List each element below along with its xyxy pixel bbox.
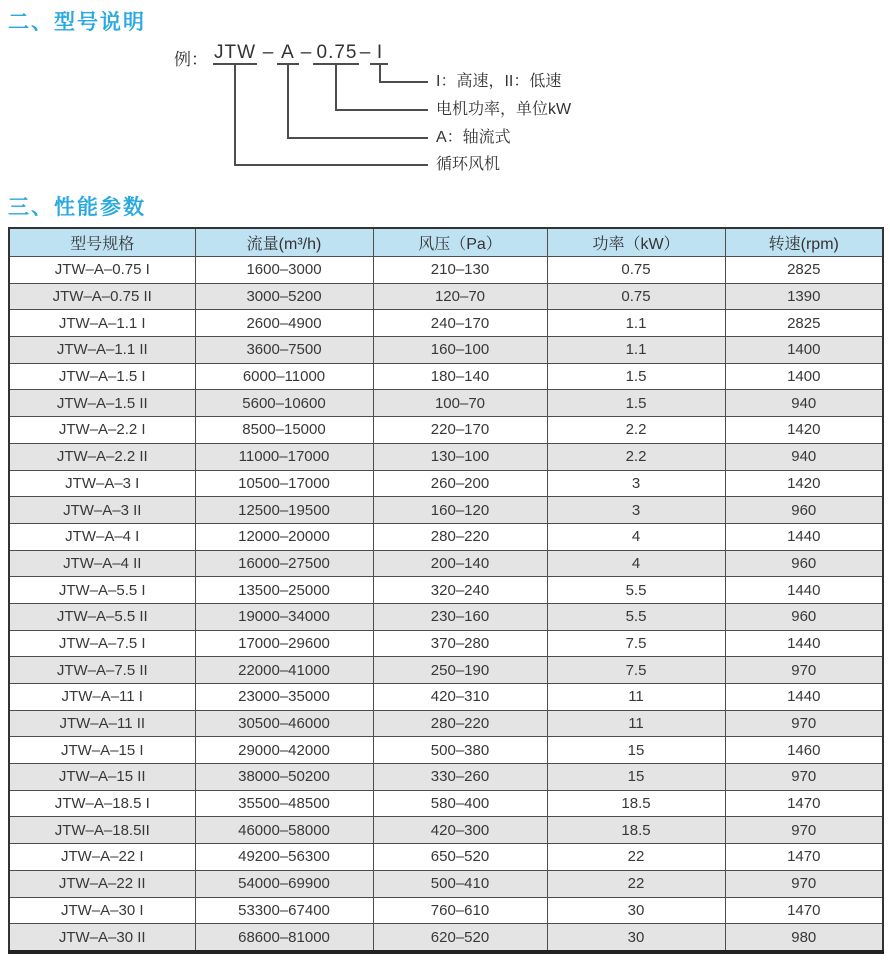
table-cell: 1440 — [725, 577, 883, 604]
table-cell: 23000–35000 — [195, 684, 373, 711]
table-cell: 760–610 — [373, 897, 547, 924]
table-row — [9, 897, 883, 924]
table-cell: 15 — [547, 764, 725, 791]
table-cell: 500–410 — [373, 870, 547, 897]
table-cell: 19000–34000 — [195, 603, 373, 630]
table-cell: 970 — [725, 764, 883, 791]
table-cell: 18.5 — [547, 817, 725, 844]
table-row — [9, 310, 883, 337]
column-header: 流量(m³/h) — [195, 228, 373, 257]
table-cell: 250–190 — [373, 657, 547, 684]
table-cell: 940 — [725, 443, 883, 470]
table-row — [9, 737, 883, 764]
table-cell: 580–400 — [373, 790, 547, 817]
table-cell: 5.5 — [547, 603, 725, 630]
table-cell: JTW–A–15 II — [9, 764, 195, 791]
table-cell: 0.75 — [547, 257, 725, 284]
table-cell: 960 — [725, 497, 883, 524]
table-cell: 280–220 — [373, 523, 547, 550]
table-cell: 30 — [547, 897, 725, 924]
code-segment-type: A — [281, 42, 295, 63]
table-cell: JTW–A–1.5 I — [9, 363, 195, 390]
table-row — [9, 630, 883, 657]
callout-line-series — [234, 63, 236, 166]
table-cell: 1420 — [725, 470, 883, 497]
table-cell: 620–520 — [373, 924, 547, 952]
table-cell: 8500–15000 — [195, 417, 373, 444]
table-cell: 22 — [547, 844, 725, 871]
table-cell: 980 — [725, 924, 883, 952]
table-cell: JTW–A–4 II — [9, 550, 195, 577]
table-cell: 1440 — [725, 630, 883, 657]
table-cell: 29000–42000 — [195, 737, 373, 764]
table-cell: 180–140 — [373, 363, 547, 390]
table-cell: 30 — [547, 924, 725, 952]
table-cell: JTW–A–0.75 II — [9, 283, 195, 310]
table-cell: 970 — [725, 710, 883, 737]
table-cell: JTW–A–18.5II — [9, 817, 195, 844]
table-cell: 100–70 — [373, 390, 547, 417]
table-cell: 18.5 — [547, 790, 725, 817]
table-row — [9, 550, 883, 577]
table-row — [9, 443, 883, 470]
table-cell: 1460 — [725, 737, 883, 764]
table-cell: 330–260 — [373, 764, 547, 791]
table-cell: 160–120 — [373, 497, 547, 524]
code-separator: – — [262, 42, 274, 63]
table-cell: JTW–A–22 II — [9, 870, 195, 897]
callout-line-type — [287, 63, 289, 139]
table-cell: 53300–67400 — [195, 897, 373, 924]
section-title-model: 二、型号说明 — [8, 11, 146, 34]
table-cell: 38000–50200 — [195, 764, 373, 791]
table-row — [9, 363, 883, 390]
table-cell: 4 — [547, 523, 725, 550]
table-cell: JTW–A–30 I — [9, 897, 195, 924]
table-cell: JTW–A–0.75 I — [9, 257, 195, 284]
table-cell: 1.1 — [547, 337, 725, 364]
table-cell: 1440 — [725, 523, 883, 550]
code-separator: – — [359, 42, 371, 63]
table-cell: 12000–20000 — [195, 523, 373, 550]
table-cell: 420–300 — [373, 817, 547, 844]
table-cell: 22000–41000 — [195, 657, 373, 684]
table-cell: JTW–A–22 I — [9, 844, 195, 871]
table-cell: JTW–A–5.5 I — [9, 577, 195, 604]
table-cell: 1440 — [725, 684, 883, 711]
table-cell: 54000–69900 — [195, 870, 373, 897]
table-cell: 11 — [547, 684, 725, 711]
table-cell: 4 — [547, 550, 725, 577]
table-cell: 1470 — [725, 897, 883, 924]
table-cell: 12500–19500 — [195, 497, 373, 524]
table-cell: 970 — [725, 657, 883, 684]
callout-line-speed — [379, 63, 381, 83]
table-cell: 3 — [547, 470, 725, 497]
table-cell: 0.75 — [547, 283, 725, 310]
table-header — [9, 228, 883, 257]
code-segment-power: 0.75 — [316, 42, 358, 63]
table-cell: 1390 — [725, 283, 883, 310]
table-row — [9, 390, 883, 417]
column-header: 功率（kW） — [547, 228, 725, 257]
table-cell: 11 — [547, 710, 725, 737]
table-cell: 1.5 — [547, 390, 725, 417]
table-cell: JTW–A–3 II — [9, 497, 195, 524]
callout-line-type — [287, 137, 428, 139]
table-row — [9, 337, 883, 364]
table-cell: 2825 — [725, 310, 883, 337]
table-cell: 1.5 — [547, 363, 725, 390]
performance-table — [8, 227, 884, 954]
table-cell: 1400 — [725, 363, 883, 390]
column-header: 转速(rpm) — [725, 228, 883, 257]
table-cell: 2.2 — [547, 417, 725, 444]
column-header: 风压（Pa） — [373, 228, 547, 257]
table-cell: 30500–46000 — [195, 710, 373, 737]
table-row — [9, 710, 883, 737]
table-cell: 500–380 — [373, 737, 547, 764]
table-row — [9, 470, 883, 497]
table-row — [9, 257, 883, 284]
table-row — [9, 764, 883, 791]
callout-label-series: 循环风机 — [436, 156, 501, 173]
table-cell: JTW–A–18.5 I — [9, 790, 195, 817]
table-cell: 130–100 — [373, 443, 547, 470]
table-cell: 10500–17000 — [195, 470, 373, 497]
table-row — [9, 684, 883, 711]
table-cell: 22 — [547, 870, 725, 897]
table-row — [9, 497, 883, 524]
table-cell: 240–170 — [373, 310, 547, 337]
table-cell: JTW–A–1.5 II — [9, 390, 195, 417]
table-cell: 5600–10600 — [195, 390, 373, 417]
table-cell: 11000–17000 — [195, 443, 373, 470]
table-cell: 5.5 — [547, 577, 725, 604]
column-header: 型号规格 — [9, 228, 195, 257]
table-cell: 6000–11000 — [195, 363, 373, 390]
table-cell: JTW–A–15 I — [9, 737, 195, 764]
callout-line-power — [335, 109, 428, 111]
table-cell: 280–220 — [373, 710, 547, 737]
table-cell: JTW–A–4 I — [9, 523, 195, 550]
table-cell: 1470 — [725, 844, 883, 871]
table-cell: 230–160 — [373, 603, 547, 630]
table-cell: JTW–A–11 II — [9, 710, 195, 737]
callout-label-power: 电机功率，单位kW — [436, 101, 572, 118]
table-cell: 35500–48500 — [195, 790, 373, 817]
table-cell: JTW–A–7.5 I — [9, 630, 195, 657]
table-cell: 220–170 — [373, 417, 547, 444]
table-cell: 13500–25000 — [195, 577, 373, 604]
table-cell: 2600–4900 — [195, 310, 373, 337]
code-segment-speed: I — [376, 42, 384, 63]
table-row — [9, 924, 883, 952]
table-cell: 17000–29600 — [195, 630, 373, 657]
table-cell: 210–130 — [373, 257, 547, 284]
table-cell: 1400 — [725, 337, 883, 364]
callout-label-speed: I：高速，II：低速 — [436, 73, 562, 90]
table-cell: 49200–56300 — [195, 844, 373, 871]
table-row — [9, 790, 883, 817]
table-cell: 260–200 — [373, 470, 547, 497]
table-cell: 1600–3000 — [195, 257, 373, 284]
table-row — [9, 844, 883, 871]
table-row — [9, 603, 883, 630]
table-cell: 15 — [547, 737, 725, 764]
table-cell: 940 — [725, 390, 883, 417]
table-cell: JTW–A–3 I — [9, 470, 195, 497]
table-cell: 370–280 — [373, 630, 547, 657]
table-cell: 970 — [725, 870, 883, 897]
table-row — [9, 577, 883, 604]
callout-line-power — [335, 63, 337, 111]
table-cell: 1.1 — [547, 310, 725, 337]
table-cell: JTW–A–5.5 II — [9, 603, 195, 630]
table-cell: JTW–A–7.5 II — [9, 657, 195, 684]
callout-label-type: A：轴流式 — [436, 129, 511, 146]
table-cell: 68600–81000 — [195, 924, 373, 952]
table-cell: JTW–A–1.1 I — [9, 310, 195, 337]
table-cell: JTW–A–2.2 II — [9, 443, 195, 470]
table-cell: 960 — [725, 603, 883, 630]
table-cell: 960 — [725, 550, 883, 577]
section-title-performance: 三、性能参数 — [8, 196, 146, 219]
table-row — [9, 523, 883, 550]
table-row — [9, 817, 883, 844]
table-cell: 3 — [547, 497, 725, 524]
table-cell: 3600–7500 — [195, 337, 373, 364]
table-cell: 7.5 — [547, 630, 725, 657]
table-cell: 420–310 — [373, 684, 547, 711]
table-cell: 1470 — [725, 790, 883, 817]
table-cell: 650–520 — [373, 844, 547, 871]
table-cell: 1420 — [725, 417, 883, 444]
table-cell: 160–100 — [373, 337, 547, 364]
header-row — [9, 228, 883, 257]
code-segment-series: JTW — [213, 42, 257, 63]
table-cell: 46000–58000 — [195, 817, 373, 844]
table-cell: JTW–A–11 I — [9, 684, 195, 711]
example-prefix: 例： — [174, 50, 208, 69]
table-cell: 3000–5200 — [195, 283, 373, 310]
table-cell: JTW–A–2.2 I — [9, 417, 195, 444]
table-cell: 120–70 — [373, 283, 547, 310]
table-cell: JTW–A–1.1 II — [9, 337, 195, 364]
code-separator: – — [300, 42, 312, 63]
table-body — [9, 257, 883, 952]
table-cell: 7.5 — [547, 657, 725, 684]
callout-line-series — [234, 164, 428, 166]
table-cell: 2825 — [725, 257, 883, 284]
table-cell: JTW–A–30 II — [9, 924, 195, 952]
table-cell: 200–140 — [373, 550, 547, 577]
table-cell: 970 — [725, 817, 883, 844]
table-row — [9, 870, 883, 897]
table-cell: 320–240 — [373, 577, 547, 604]
table-cell: 16000–27500 — [195, 550, 373, 577]
table-row — [9, 283, 883, 310]
table-cell: 2.2 — [547, 443, 725, 470]
table-row — [9, 417, 883, 444]
table-row — [9, 657, 883, 684]
callout-line-speed — [379, 81, 428, 83]
